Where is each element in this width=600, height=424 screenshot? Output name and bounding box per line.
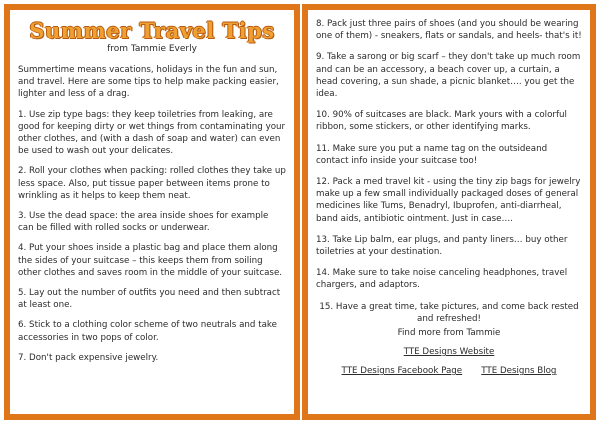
- footer-links: [316, 327, 582, 377]
- tip-item: 1. Use zip type bags: they keep toiletries from leaking, are good for keeping dirty or wet things from contaminating your other clothes, and (with a dash of soap and water) can even be used to wash out your delicates.: [18, 109, 286, 157]
- tip-item: 11. Make sure you put a name tag on the outsideand contact info inside your suitcase too!: [316, 143, 548, 166]
- blog-link[interactable]: TTE Designs Blog: [481, 366, 557, 377]
- tip-item: 6. Stick to a clothing color scheme of two neutrals and take accessories in two pops of color.: [18, 320, 277, 343]
- tip-item: 15. Have a great time, take pictures, and come back rested and refreshed!: [319, 301, 579, 324]
- intro-paragraph: Summertime means vacations, holidays in the fun and sun, and travel. Here are some tips to help make packing easier, lighter and less of a drag.: [18, 65, 279, 100]
- tip-item: 4. Put your shoes inside a plastic bag and place them along the sides of your suitcase – this keeps them from soiling other clothes and saves room in the middle of your suitcase.: [18, 243, 283, 278]
- left-panel: [4, 4, 300, 420]
- tip-item: 10. 90% of suitcases are black. Mark yours with a colorful ribbon, some stickers, or other identifying marks.: [316, 110, 567, 133]
- find-more-label: Find more from Tammie: [397, 328, 501, 339]
- tip-item: 5. Lay out the number of outfits you need and then subtract at least one.: [18, 288, 281, 311]
- page-title: Summer Travel Tips: [29, 18, 275, 43]
- tip-item: 8. Pack just three pairs of shoes (and you should be wearing one of them) - sneakers, flats or sandals, and heels- that's it!: [316, 19, 582, 42]
- website-link[interactable]: TTE Designs Website: [403, 347, 495, 358]
- website-link-row: [316, 339, 582, 358]
- social-links-row: [316, 358, 582, 377]
- facebook-link[interactable]: TTE Designs Facebook Page: [341, 366, 463, 377]
- tip-item: 7. Don't pack expensive jewelry.: [18, 352, 159, 363]
- author-subtitle: from Tammie Everly: [107, 44, 197, 54]
- tip-item: 2. Roll your clothes when packing: rolled clothes they take up less space. Also, put tissue paper between items prone to wrinkling as it helps to keep them neat.: [18, 166, 286, 201]
- right-panel: [302, 4, 596, 420]
- tip-item: 13. Take Lip balm, ear plugs, and panty liners… buy other toiletries at your destination.: [316, 234, 568, 258]
- tip-item: 12. Pack a med travel kit - using the tiny zip bags for jewelry make up a few small individually packaged doses of general medicines like Tums, Benadryl, Ibuprofen, anti-diarrheal, band aids, antibiotic ointment. Just in case….: [316, 177, 581, 224]
- tip-item: 14. Make sure to take noise canceling headphones, travel chargers, and adaptors.: [316, 268, 568, 291]
- tip-item: 3. Use the dead space: the area inside shoes for example can be filled with rolled socks or underwear.: [18, 211, 269, 234]
- tip-item: 9. Take a sarong or big scarf – they don't take up much room and can be an accessory, a beach cover up, a curtain, a head covering, a sun shade, a picnic blanket…. you get the idea.: [316, 52, 581, 100]
